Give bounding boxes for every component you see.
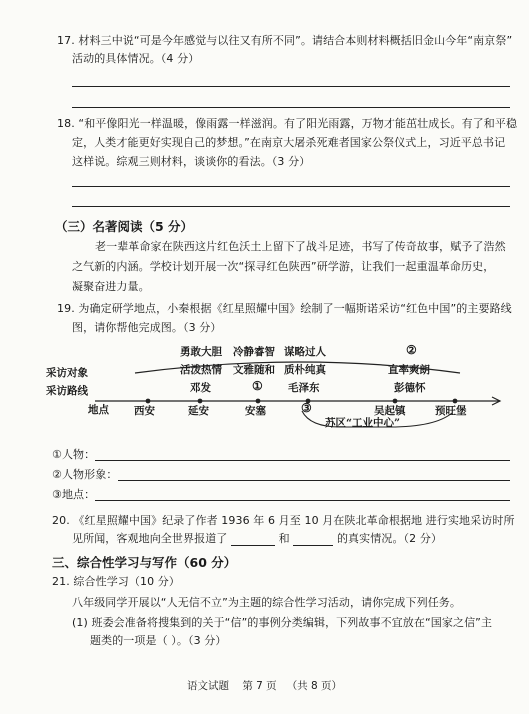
answer-3-label: ③地点：: [52, 488, 96, 501]
section3-intro-line2: 之气新的内涵。学校计划开展一次“探寻红色陕西”研学游，让我们一起重温革命历史，: [72, 260, 495, 273]
row-label-route: 采访路线: [46, 385, 88, 397]
page-footer: [0, 678, 529, 693]
q21-sub1-line2: 题类的一项是（ ）。（3 分）: [90, 634, 227, 647]
answer-line[interactable]: [72, 107, 510, 108]
q20-blank-1[interactable]: [231, 534, 275, 546]
q19-line2: 图，请你帮他完成图。（3 分）: [72, 321, 222, 334]
footer-subject: 语文试题: [186, 680, 229, 692]
place-ansai: 安塞: [245, 405, 266, 417]
subject-2-trait-2: 文雅随和: [233, 364, 275, 376]
blank-marker-1: ①: [252, 379, 263, 393]
q18-line1: 18. “和平像阳光一样温暖，像雨露一样滋润。有了阳光雨露，万物才能茁壮成长。有了和平稳: [57, 117, 518, 130]
q21-intro: 八年级同学开展以“人无信不立”为主题的综合性学习活动，请你完成下列任务。: [72, 596, 461, 609]
q18-line3: 这样说。综观三则材料，谈谈你的看法。（3 分）: [72, 155, 311, 168]
q20-line2: [72, 532, 442, 546]
route-diagram-lines: [40, 343, 510, 443]
place-yuwangbao: 预旺堡: [435, 405, 467, 417]
answer-2-label: ②人物形象：: [52, 468, 118, 481]
section-heading: （三）名著阅读（5 分）: [55, 219, 194, 234]
section3-intro-line3: 凝聚奋进力量。: [72, 280, 150, 293]
subject-2-trait-1: 冷静睿智: [233, 346, 275, 358]
place-xian: 西安: [134, 405, 155, 417]
subject-1-trait-2: 活泼热情: [180, 364, 222, 376]
blank-marker-3: ③: [301, 401, 312, 415]
row-label-subjects: 采访对象: [46, 367, 88, 379]
subject-3-name: 毛泽东: [288, 382, 320, 394]
q19-line1: 19. 为确定研学地点，小秦根据《红星照耀中国》绘制了一幅斯诺采访“红色中国”的主要路线: [57, 302, 512, 315]
answer-2-line[interactable]: [118, 480, 510, 481]
q20-text-a: 见所闻，客观地向全世界报道了: [72, 532, 228, 545]
subject-4-trait-1: 直率爽朗: [388, 364, 430, 376]
row-label-places: 地点: [88, 404, 109, 416]
blank-marker-2: ②: [406, 343, 417, 357]
route-diagram: [40, 343, 510, 443]
q20-line1: 20. 《红星照耀中国》纪录了作者 1936 年 6 月至 10 月在陕北革命根据地 进行实地采访时所: [52, 514, 515, 527]
answer-3-line[interactable]: [95, 500, 510, 501]
q20-text-c: 的真实情况。（2 分）: [336, 532, 443, 545]
answer-line[interactable]: [72, 206, 510, 207]
subject-1-name: 邓发: [190, 382, 211, 394]
q18-line2: 定，人类才能更好实现自己的梦想。”在南京大屠杀死难者国家公祭仪式上，习近平总书记: [72, 136, 506, 149]
answer-1-label: ①人物：: [52, 448, 96, 461]
subject-3-trait-1: 谋略过人: [284, 346, 326, 358]
q20-text-b: 和: [278, 532, 290, 545]
place-yanan: 延安: [188, 405, 209, 417]
subject-3-trait-2: 质朴纯真: [284, 364, 326, 376]
section-heading: 三、综合性学习与写作（60 分）: [52, 555, 237, 570]
q17-line1: 17. 材料三中说“可是今年感觉与以往又有所不同”。请结合本则材料概括旧金山今年“南京祭”: [57, 34, 513, 47]
footer-total: （共 8 页）: [286, 680, 343, 692]
place-wuqizhen: 吴起镇: [374, 405, 406, 417]
subject-4-name: 彭德怀: [394, 382, 426, 394]
q20-blank-2[interactable]: [293, 534, 333, 546]
q17-line2: 活动的具体情况。（4 分）: [72, 52, 200, 65]
answer-1-line[interactable]: [95, 460, 510, 461]
region-label: 苏区“工业中心”: [325, 417, 401, 429]
answer-line[interactable]: [72, 186, 510, 187]
q21-title: 21. 综合性学习（10 分）: [52, 575, 180, 588]
answer-line[interactable]: [72, 86, 510, 87]
q21-sub1-line1: (1) 班委会准备将搜集到的关于“信”的事例分类编辑，下列故事不宜放在“国家之信”主: [72, 616, 493, 629]
footer-page: 第 7 页: [242, 680, 277, 692]
section3-intro-line1: 老一辈革命家在陕西这片红色沃土上留下了战斗足迹，书写了传奇故事，赋予了浩然: [95, 240, 506, 253]
subject-1-trait-1: 勇敢大胆: [180, 346, 222, 358]
